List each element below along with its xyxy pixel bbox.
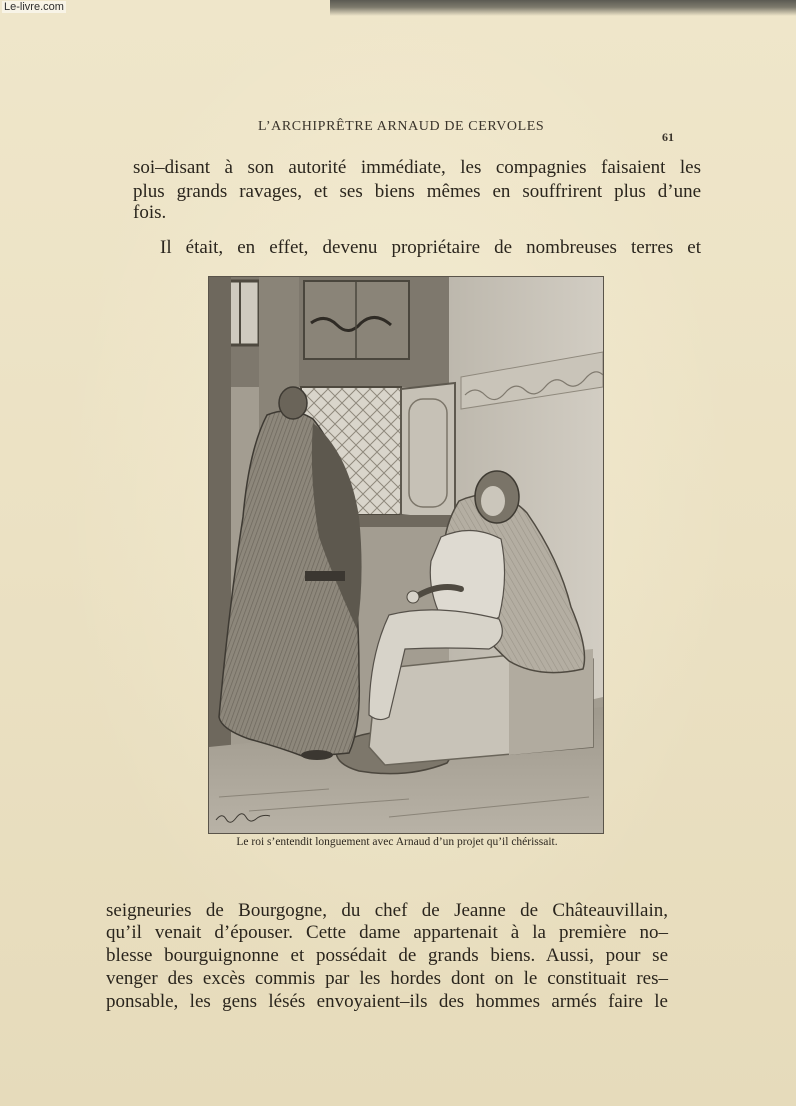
body-line: plus grands ravages, et ses biens mêmes en souffrirent plus d’une — [133, 181, 701, 202]
body-line: Il était, en effet, devenu propriétaire de nombreuses terres et — [160, 237, 701, 258]
body-line: qu’il venait d’épouser. Cette dame appartenait à la première no– — [106, 922, 668, 943]
body-line: fois. — [133, 202, 167, 223]
running-head: L’ARCHIPRÊTRE ARNAUD DE CERVOLES — [258, 119, 545, 134]
body-line: ponsable, les gens lésés envoyaient–ils des hommes armés faire le — [106, 991, 668, 1012]
page-number: 61 — [662, 130, 674, 144]
illustration-caption: Le roi s’entendit longuement avec Arnaud d’un projet qu’il chérissait. — [236, 836, 558, 848]
body-line: blesse bourguignonne et possédait de grands biens. Aussi, pour se — [106, 945, 668, 966]
body-line: seigneuries de Bourgogne, du chef de Jeanne de Châteauvillain, — [106, 900, 668, 921]
engraver-signature — [214, 810, 274, 824]
body-line: venger des excès commis par les hordes dont on le constituait res– — [106, 968, 668, 989]
engraving-illustration — [208, 276, 604, 834]
page-top-edge-shadow — [330, 0, 796, 16]
engraving-picture — [209, 277, 603, 833]
body-line: soi–disant à son autorité immédiate, les compagnies faisaient les — [133, 157, 701, 178]
site-watermark: Le-livre.com — [4, 1, 64, 13]
